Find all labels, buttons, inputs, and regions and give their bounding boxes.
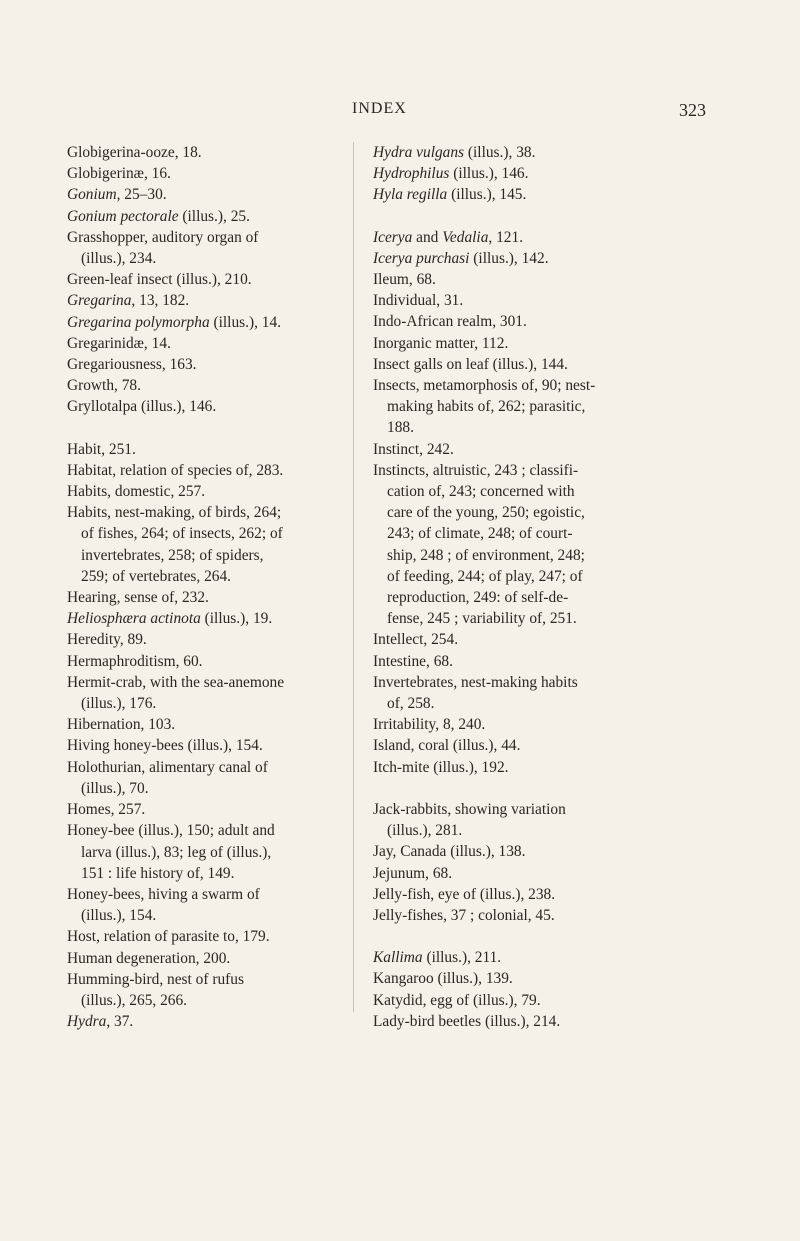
index-entry-line: Gregarina polymorpha (illus.), 14. [67, 313, 282, 331]
index-entry [373, 1011, 641, 1032]
header-title: INDEX [352, 100, 407, 117]
index-entry-line: larva (illus.), 83; leg of (illus.), [81, 843, 272, 861]
index-entry [373, 735, 641, 756]
index-entry-line: Hydra, 37. [67, 1013, 134, 1031]
index-entry [67, 460, 330, 481]
index-entry [67, 375, 330, 396]
index-entry-line: Katydid, egg of (illus.), 79. [373, 991, 541, 1009]
index-entry [373, 227, 641, 248]
page-header [0, 100, 800, 124]
index-entry [67, 312, 330, 333]
index-entry-line: (illus.), 281. [387, 822, 463, 840]
column-divider [353, 142, 354, 1012]
index-entry-line: Habitat, relation of species of, 283. [67, 461, 284, 479]
index-entry-line: Jay, Canada (illus.), 138. [373, 843, 526, 861]
index-entry [67, 481, 330, 502]
index-entry [373, 947, 641, 968]
index-entry-line: Gonium, 25–30. [67, 186, 167, 204]
index-entry [67, 948, 330, 969]
index-entry-line: Habits, domestic, 257. [67, 483, 206, 501]
index-entry [67, 735, 330, 756]
index-entry-line: fense, 245 ; variability of, 251. [387, 610, 577, 628]
index-entry-line: 259; of vertebrates, 264. [81, 567, 232, 585]
index-entry [67, 757, 330, 799]
index-entry-line: Gonium pectorale (illus.), 25. [67, 207, 250, 225]
index-entry [373, 651, 641, 672]
index-entry-line: Globigerina-ooze, 18. [67, 144, 202, 161]
index-entry-line: (illus.), 70. [81, 779, 149, 797]
index-entry-line: invertebrates, 258; of spiders, [81, 546, 264, 564]
index-entry-line: (illus.), 265, 266. [81, 991, 188, 1009]
index-entry [373, 460, 641, 630]
index-entry-line: (illus.), 176. [81, 695, 157, 713]
index-entry [67, 290, 330, 311]
index-entry [373, 163, 641, 184]
index-entry [373, 142, 641, 163]
index-entry [67, 926, 330, 947]
index-entry-line: Individual, 31. [373, 292, 464, 310]
index-entry-line: Grasshopper, auditory organ of [67, 228, 259, 246]
index-entry-line: of, 258. [387, 695, 435, 713]
index-entry-line: Kangaroo (illus.), 139. [373, 970, 513, 988]
index-entry-line: Gregarina, 13, 182. [67, 292, 190, 310]
index-entry-line: Hermaphroditism, 60. [67, 652, 203, 670]
index-entry-line: Icerya and Vedalia, 121. [373, 228, 524, 246]
index-entry-line: Human degeneration, 200. [67, 949, 231, 967]
index-entry-line: Island, coral (illus.), 44. [373, 737, 521, 755]
index-entry [67, 142, 330, 163]
index-entry-line: 151 : life history of, 149. [81, 864, 235, 882]
section-gap [373, 926, 641, 947]
index-entry [373, 629, 641, 650]
index-entry-line: Icerya purchasi (illus.), 142. [373, 249, 549, 267]
index-entry-line: Host, relation of parasite to, 179. [67, 928, 270, 946]
index-entry [67, 184, 330, 205]
index-entry [67, 608, 330, 629]
index-entry [67, 969, 330, 1011]
index-entry-line: Intestine, 68. [373, 652, 453, 670]
index-entry-line: Ileum, 68. [373, 271, 436, 289]
index-entry [373, 990, 641, 1011]
index-entry [373, 799, 641, 841]
index-entry-line: Heredity, 89. [67, 631, 147, 649]
index-entry-line: Kallima (illus.), 211. [373, 949, 502, 967]
index-entry-line: of feeding, 244; of play, 247; of [387, 567, 583, 585]
index-entry-line: Gregarinidæ, 14. [67, 334, 171, 352]
index-entry-line: Hydrophilus (illus.), 146. [373, 165, 529, 183]
index-entry-line: Itch-mite (illus.), 192. [373, 758, 509, 776]
index-entry-line: Globigerinæ, 16. [67, 165, 171, 183]
index-column-right [373, 142, 641, 1032]
index-entry-line: Humming-bird, nest of rufus [67, 970, 244, 988]
index-entry-line: Insects, metamorphosis of, 90; nest- [373, 377, 596, 395]
index-entry-line: Lady-bird beetles (illus.), 214. [373, 1012, 561, 1030]
index-entry-line: Heliosphæra actinota (illus.), 19. [67, 610, 273, 628]
index-entry-line: Hermit-crab, with the sea-anemone [67, 673, 285, 691]
index-entry [67, 820, 330, 884]
index-entry [67, 672, 330, 714]
index-entry [67, 799, 330, 820]
index-entry-line: Gregariousness, 163. [67, 356, 197, 374]
index-entry-line: Hydra vulgans (illus.), 38. [373, 144, 536, 161]
index-entry [373, 375, 641, 439]
index-entry [373, 311, 641, 332]
index-entry [67, 333, 330, 354]
index-entry [373, 354, 641, 375]
section-gap [373, 778, 641, 799]
index-entry [67, 587, 330, 608]
index-entry [373, 184, 641, 205]
index-entry-line: Habits, nest-making, of birds, 264; [67, 504, 282, 522]
index-entry-line: Insect galls on leaf (illus.), 144. [373, 355, 568, 373]
index-entry-line: reproduction, 249: of self-de- [387, 589, 569, 607]
index-entry [67, 884, 330, 926]
index-entry [67, 227, 330, 269]
index-entry [67, 714, 330, 735]
index-entry [373, 269, 641, 290]
index-entry-line: Jelly-fish, eye of (illus.), 238. [373, 885, 556, 903]
index-entry-line: 188. [387, 419, 414, 437]
index-entry [373, 290, 641, 311]
index-entry-line: Holothurian, alimentary canal of [67, 758, 268, 776]
index-entry [67, 354, 330, 375]
index-entry-line: (illus.), 234. [81, 250, 157, 268]
index-entry [67, 396, 330, 417]
index-entry-line: (illus.), 154. [81, 907, 157, 925]
index-entry [67, 206, 330, 227]
index-entry-line: Invertebrates, nest-making habits [373, 673, 578, 691]
index-entry [373, 672, 641, 714]
index-entry [373, 333, 641, 354]
section-gap [373, 206, 641, 227]
index-entry-line: Green-leaf insect (illus.), 210. [67, 271, 252, 289]
index-entry [373, 248, 641, 269]
index-entry-line: Hearing, sense of, 232. [67, 589, 209, 607]
index-entry-line: Hibernation, 103. [67, 716, 176, 734]
index-entry [373, 714, 641, 735]
index-entry-line: Jack-rabbits, showing variation [373, 800, 566, 818]
index-entry-line: Instinct, 242. [373, 440, 454, 458]
index-entry-line: Gryllotalpa (illus.), 146. [67, 398, 217, 416]
index-entry-line: care of the young, 250; egoistic, [387, 504, 585, 522]
index-entry-line: Growth, 78. [67, 377, 141, 395]
index-entry-line: Honey-bees, hiving a swarm of [67, 885, 260, 903]
index-entry-line: Irritability, 8, 240. [373, 716, 486, 734]
index-entry [67, 502, 330, 587]
index-entry [67, 629, 330, 650]
index-entry [373, 968, 641, 989]
index-entry-line: Jelly-fishes, 37 ; colonial, 45. [373, 906, 555, 924]
page-number: 323 [679, 100, 706, 120]
index-entry-line: Hiving honey-bees (illus.), 154. [67, 737, 263, 755]
index-entry-line: Homes, 257. [67, 801, 146, 819]
index-entry [373, 439, 641, 460]
section-gap [67, 418, 330, 439]
index-entry [67, 269, 330, 290]
index-entry-line: 243; of climate, 248; of court- [387, 525, 573, 543]
index-entry [67, 439, 330, 460]
index-entry-line: Honey-bee (illus.), 150; adult and [67, 822, 275, 840]
index-entry-line: Intellect, 254. [373, 631, 459, 649]
index-entry-line: Indo-African realm, 301. [373, 313, 527, 331]
index-entry [67, 651, 330, 672]
index-entry-line: Inorganic matter, 112. [373, 334, 509, 352]
index-entry-line: cation of, 243; concerned with [387, 483, 575, 501]
index-entry-line: Habit, 251. [67, 440, 136, 458]
index-entry [373, 905, 641, 926]
index-entry-line: Hyla regilla (illus.), 145. [373, 186, 527, 204]
index-entry [67, 1011, 330, 1032]
index-column-left [67, 142, 330, 1032]
index-entry [67, 163, 330, 184]
index-entry [373, 841, 641, 862]
index-entry-line: ship, 248 ; of environment, 248; [387, 546, 585, 564]
index-entry [373, 884, 641, 905]
index-entry [373, 863, 641, 884]
index-entry-line: Instincts, altruistic, 243 ; classifi- [373, 461, 579, 479]
index-entry-line: Jejunum, 68. [373, 864, 453, 882]
index-entry [373, 757, 641, 778]
index-entry-line: of fishes, 264; of insects, 262; of [81, 525, 283, 543]
index-entry-line: making habits of, 262; parasitic, [387, 398, 586, 416]
